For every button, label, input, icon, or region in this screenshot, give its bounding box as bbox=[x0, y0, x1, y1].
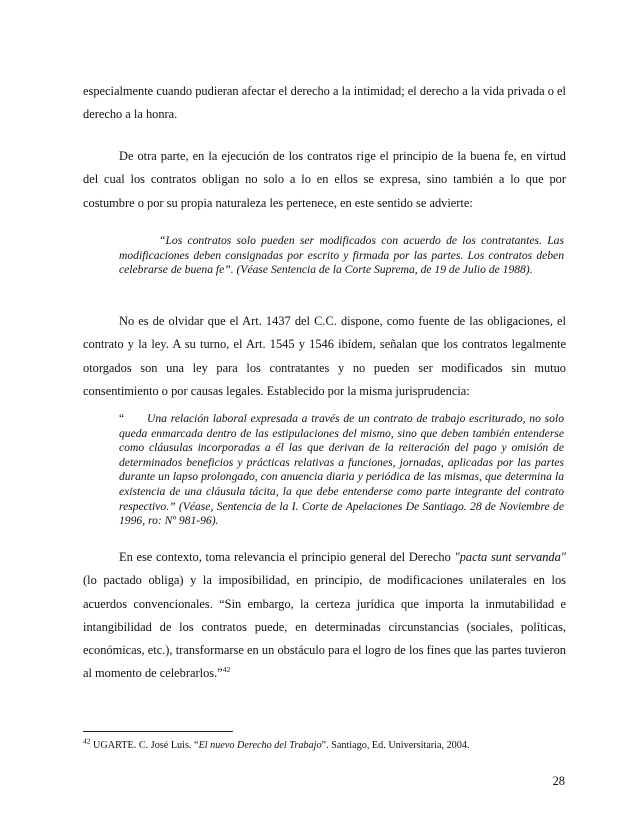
footnote-number: 42 bbox=[83, 736, 91, 746]
paragraph-text-start: En ese contexto, toma relevancia el principio general del Derecho bbox=[119, 550, 455, 564]
block-quote-corte-suprema: “Los contratos solo pueden ser modificados con acuerdo de los contratantes. Las modificaciones deben consignadas por escrito y firmada por las partes. Los contratos deben celebrarse de buena fe”. (Véase Sentencia de la Corte Suprema, de 19 de Julio de 1988). bbox=[119, 234, 564, 277]
footnote-author: UGARTE. C. José Luis. “ bbox=[90, 740, 199, 751]
footnote-publication: ”. Santiago, Ed. Universitaria, 2004. bbox=[321, 740, 470, 751]
paragraph-codigo-civil: No es de olvidar que el Art. 1437 del C.C. dispone, como fuente de las obligaciones, el contrato y la ley. A su turno, el Art. 1545 y 1546 ibídem, señalan que los contratos legalmente otorgados son una ley para los contratantes y no pueden ser modificados sin mutuo consentimiento o por causas legales. Establecido por la misma jurisprudencia: bbox=[83, 314, 566, 398]
paragraph-intro-continuation: especialmente cuando pudieran afectar el derecho a la intimidad; el derecho a la vida privada o el derecho a la honra. bbox=[83, 84, 566, 122]
block-quote-corte-apelaciones bbox=[119, 412, 564, 529]
footnote-separator bbox=[83, 731, 233, 732]
page-number: 28 bbox=[552, 774, 565, 788]
paragraph-text-end: (lo pactado obliga) y la imposibilidad, en principio, de modificaciones unilaterales en los acuerdos convencionales. “Sin embargo, la certeza jurídica que importa la inmutabilidad e intangibilidad de los contratos puede, en determinadas circunstancias (sociales, políticas, económicas, etc.), transformarse en un obstáculo para el logro de los fines que las partes tuvieron al momento de celebrarlos.” bbox=[83, 573, 566, 681]
footnote-reference[interactable]: 42 bbox=[222, 665, 231, 675]
latin-term: "pacta sunt servanda" bbox=[454, 550, 566, 564]
opening-quote-mark: “ bbox=[119, 412, 125, 425]
footnote-book-title: El nuevo Derecho del Trabajo bbox=[198, 740, 322, 751]
paragraph-pacta-sunt-servanda bbox=[83, 546, 566, 686]
block-quote-text: Una relación laboral expresada a través de un contrato de trabajo escriturado, no solo queda enmarcada dentro de las estipulaciones del mismo, sino que deben también entenderse como cláusulas incorporadas a él las que derivan de la reiteración del pago y omisión de determinados beneficios y prácticas relativas a funciones, jornadas, aplicadas por las partes durante un lapso prolongado, con anuencia diaria y periódica de las mismas, que determina la existencia de una cláusula tácita, la que debe entenderse como parte integrante del contrato respectivo.” (Véase, Sentencia de la I. Corte de Apelaciones De Santiago. 28 de Noviembre de 1996, ro: Nº 981-96). bbox=[119, 412, 564, 528]
footnote bbox=[83, 736, 566, 753]
paragraph-buena-fe: De otra parte, en la ejecución de los contratos rige el principio de la buena fe, en virtud del cual los contratos obligan no solo a lo en ellos se expresa, sino también a lo que por costumbre o por su propia naturaleza les pertenece, en este sentido se advierte: bbox=[83, 149, 566, 210]
